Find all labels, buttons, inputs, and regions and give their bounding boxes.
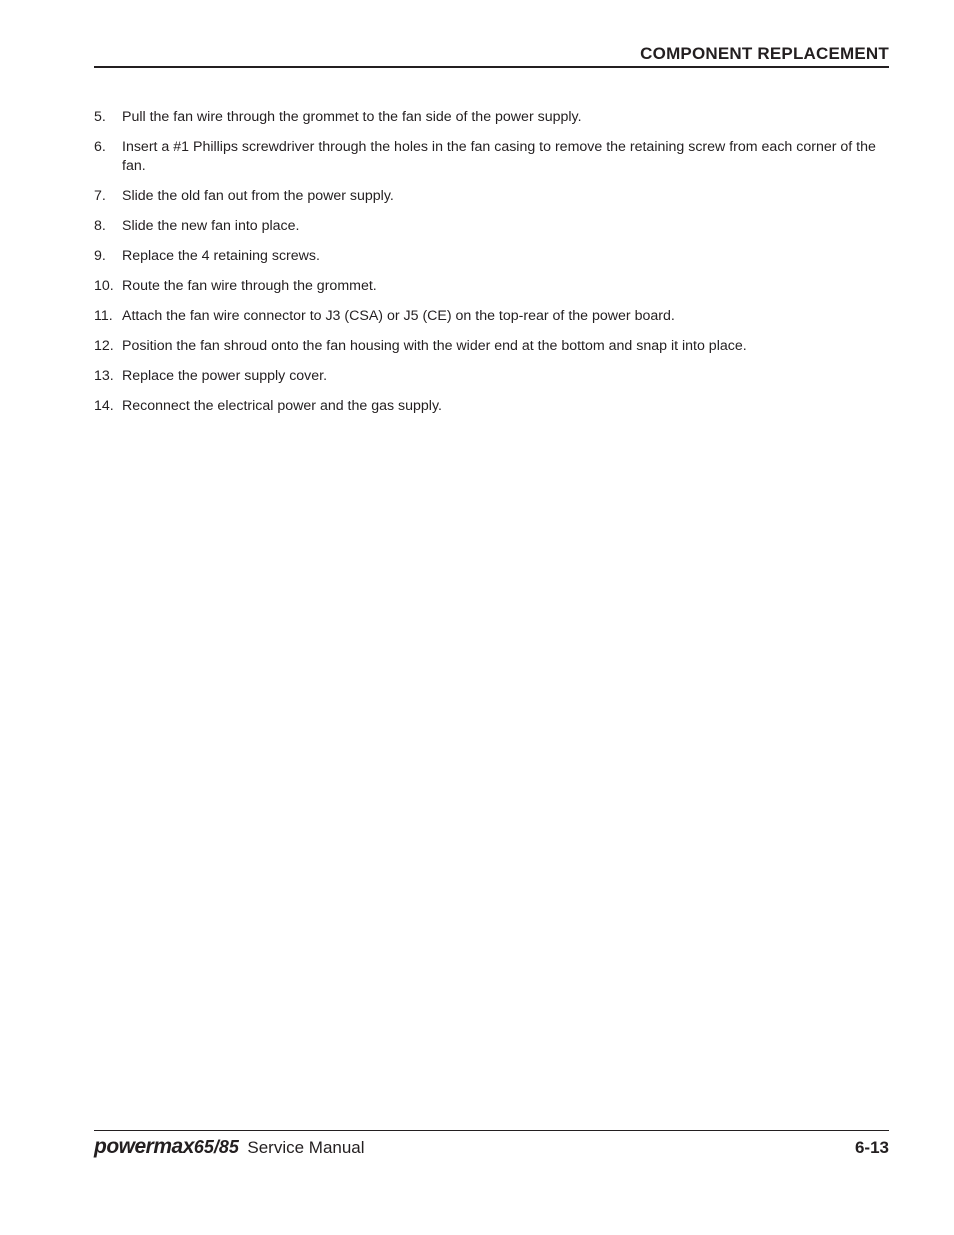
step-number: 6. [94, 139, 106, 155]
step-item [94, 138, 889, 176]
step-text: Attach the fan wire connector to J3 (CSA) or J5 (CE) on the top-rear of the power board. [122, 308, 675, 324]
footer-product [94, 1135, 365, 1159]
step-item [94, 277, 889, 296]
step-number: 14. [94, 398, 114, 414]
step-text: Replace the power supply cover. [122, 368, 328, 384]
step-text: Slide the new fan into place. [122, 218, 300, 234]
step-text: Reconnect the electrical power and the gas supply. [122, 398, 442, 414]
step-text: Insert a #1 Phillips screwdriver through the holes in the fan casing to remove the retaining screw from each corner of the fan. [122, 139, 876, 174]
manual-title: Service Manual [247, 1138, 365, 1157]
step-item [94, 367, 889, 386]
procedure-steps [94, 108, 889, 427]
step-number: 8. [94, 218, 106, 234]
step-item [94, 247, 889, 266]
step-number: 12. [94, 338, 114, 354]
step-item [94, 337, 889, 356]
brand-model: 65/85 [193, 1137, 239, 1157]
brand-logo-text: powermax [94, 1135, 194, 1158]
page-footer [94, 1130, 889, 1171]
step-text: Slide the old fan out from the power supply. [122, 188, 394, 204]
step-text: Route the fan wire through the grommet. [122, 278, 377, 294]
step-text: Position the fan shroud onto the fan housing with the wider end at the bottom and snap it into place. [122, 338, 747, 354]
page-number: 6-13 [854, 1138, 889, 1157]
step-item [94, 307, 889, 326]
step-number: 5. [94, 109, 106, 125]
step-text: Replace the 4 retaining screws. [122, 248, 320, 264]
step-number: 11. [94, 308, 113, 324]
page-header [94, 42, 889, 68]
step-number: 9. [94, 248, 106, 264]
step-number: 7. [94, 188, 106, 204]
step-number: 13. [94, 368, 114, 384]
step-item [94, 217, 889, 236]
step-text: Pull the fan wire through the grommet to the fan side of the power supply. [122, 109, 582, 125]
step-item [94, 108, 889, 127]
step-item [94, 187, 889, 206]
step-number: 10. [94, 278, 114, 294]
step-item [94, 397, 889, 416]
section-title: COMPONENT REPLACEMENT [640, 44, 889, 63]
